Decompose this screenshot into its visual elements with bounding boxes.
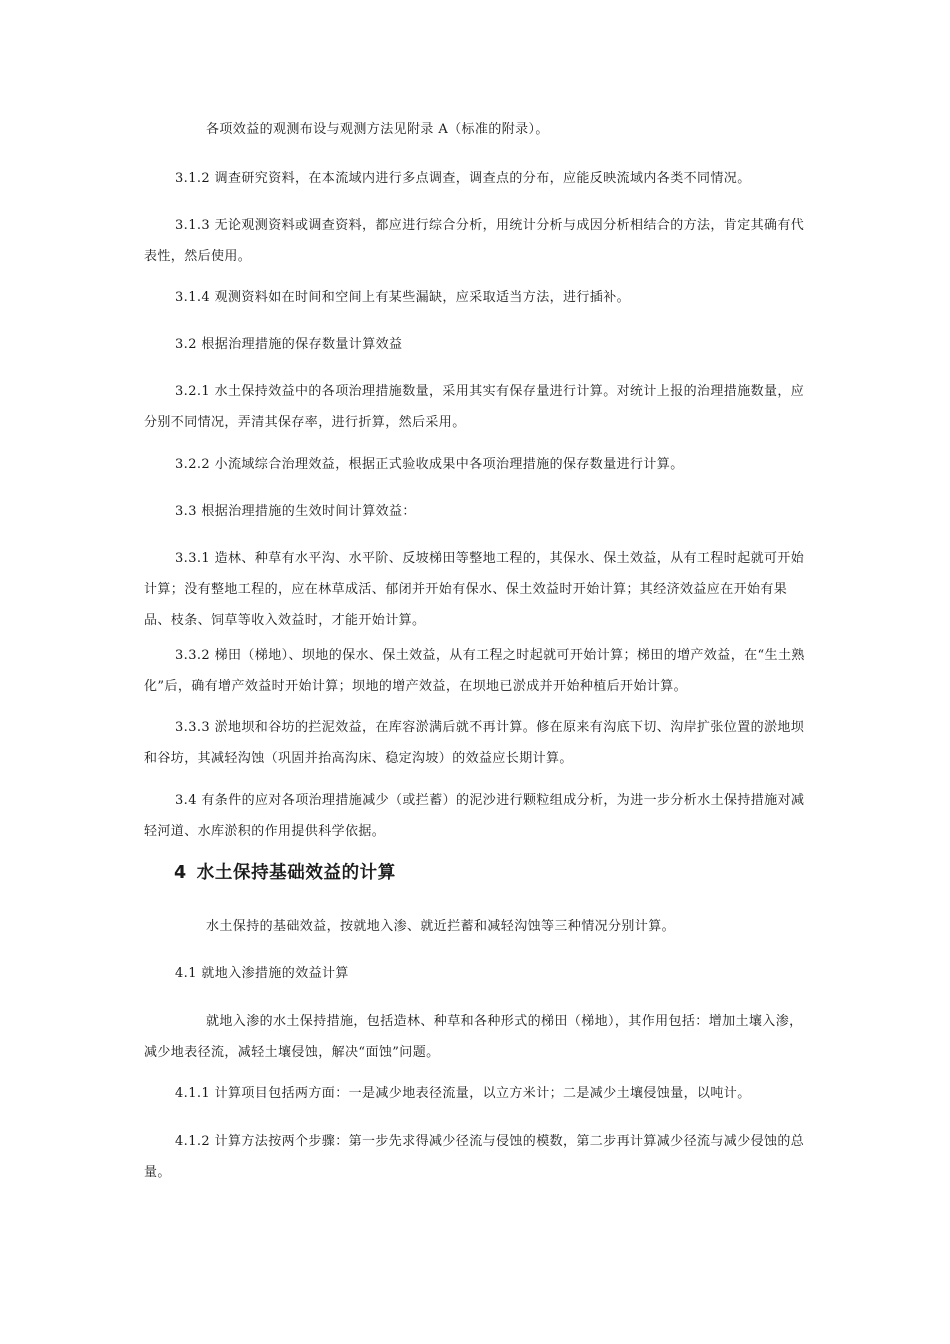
paragraph-4-1-2: 4.1.2 计算方法按两个步骤：第一步先求得减少径流与侵蚀的模数，第二步再计算减少径流与减少侵蚀的总量。 [144, 1134, 805, 1180]
paragraph-3-4: 3.4 有条件的应对各项治理措施减少（或拦蓄）的泥沙进行颗粒组成分析，为进一步分析水土保持措施对减轻河道、水库淤积的作用提供科学依据。 [144, 793, 805, 839]
heading-3-2: 3.2 根据治理措施的保存数量计算效益 [175, 337, 403, 352]
paragraph-section4-intro: 水土保持的基础效益，按就地入渗、就近拦蓄和减轻沟蚀等三种情况分别计算。 [206, 919, 676, 934]
paragraph-appendix-note: 各项效益的观测布设与观测方法见附录 A（标准的附录）。 [206, 122, 549, 137]
paragraph-3-2-2: 3.2.2 小流域综合治理效益，根据正式验收成果中各项治理措施的保存数量进行计算。 [175, 457, 684, 472]
paragraph-3-3-1: 3.3.1 造林、种草有水平沟、水平阶、反坡梯田等整地工程的，其保水、保土效益，从有工程时起就可开始计算；没有整地工程的，应在林草成活、郁闭并开始有保水、保土效益时开始计算；其经济效益应在开始有果品、枝条、饲草等收入效益时，才能开始计算。 [144, 551, 805, 628]
section-4-title: 水土保持基础效益的计算 [196, 863, 396, 883]
paragraph-4-1-intro: 就地入渗的水土保持措施，包括造林、种草和各种形式的梯田（梯地），其作用包括：增加土壤入渗，减少地表径流，减轻土壤侵蚀，解决“面蚀”问题。 [144, 1014, 803, 1060]
heading-4-1: 4.1 就地入渗措施的效益计算 [175, 966, 349, 981]
paragraph-3-3-2: 3.3.2 梯田（梯地）、坝地的保水、保土效益，从有工程之时起就可开始计算；梯田的增产效益，在“生土熟化”后，确有增产效益时开始计算；坝地的增产效益，在坝地已淤成并开始种植后开始计算。 [144, 648, 805, 694]
heading-3-3: 3.3 根据治理措施的生效时间计算效益： [175, 504, 416, 519]
section-4-heading [174, 858, 396, 888]
paragraph-3-1-2: 3.1.2 调查研究资料，在本流域内进行多点调查，调查点的分布，应能反映流域内各类不同情况。 [175, 171, 751, 186]
paragraph-4-1-1: 4.1.1 计算项目包括两方面：一是减少地表径流量，以立方米计；二是减少土壤侵蚀量，以吨计。 [175, 1086, 751, 1101]
paragraph-3-1-3: 3.1.3 无论观测资料或调查资料，都应进行综合分析，用统计分析与成因分析相结合的方法，肯定其确有代表性，然后使用。 [144, 218, 805, 264]
paragraph-3-3-3: 3.3.3 淤地坝和谷坊的拦泥效益，在库容淤满后就不再计算。修在原来有沟底下切、沟岸扩张位置的淤地坝和谷坊，其减轻沟蚀（巩固并抬高沟床、稳定沟坡）的效益应长期计算。 [144, 720, 805, 766]
section-4-number: 4 [174, 863, 187, 883]
paragraph-3-2-1: 3.2.1 水土保持效益中的各项治理措施数量，采用其实有保存量进行计算。对统计上报的治理措施数量，应分别不同情况，弄清其保存率，进行折算，然后采用。 [144, 384, 805, 430]
paragraph-3-1-4: 3.1.4 观测资料如在时间和空间上有某些漏缺，应采取适当方法，进行插补。 [175, 290, 631, 305]
